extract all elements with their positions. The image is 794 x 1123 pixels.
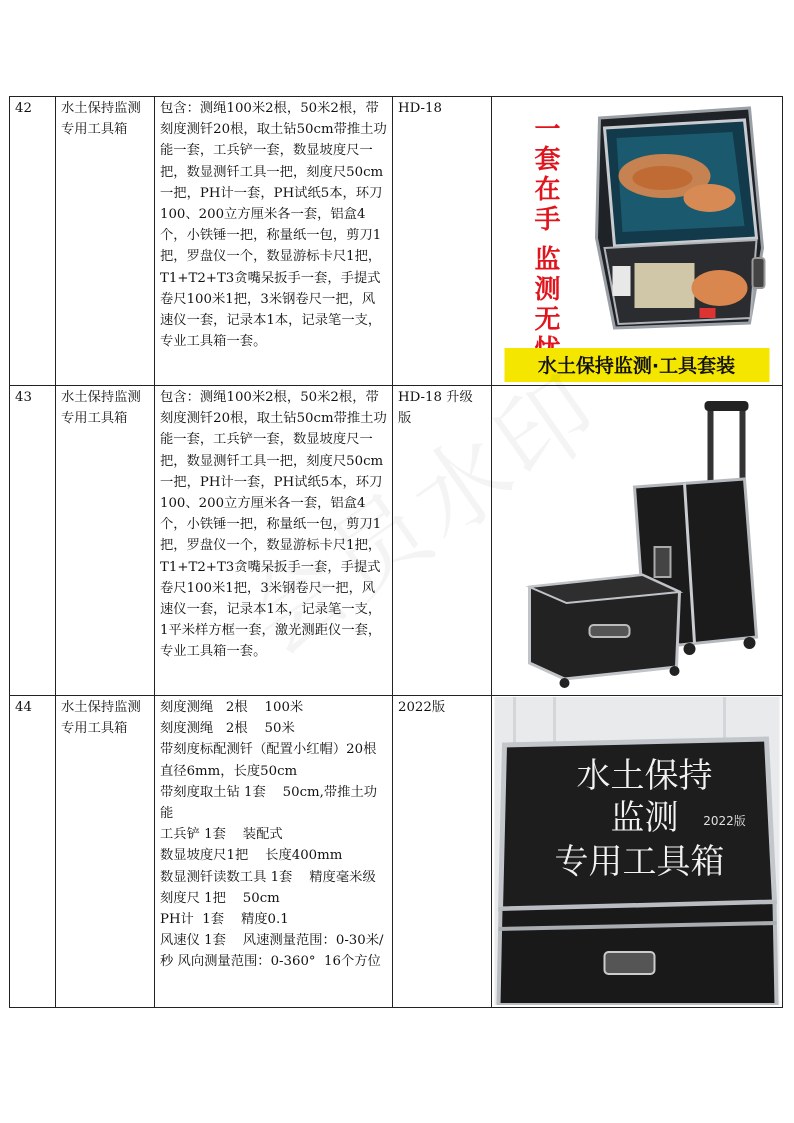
table-row [10,386,783,696]
content-line: 刻度测绳 2根 100米 [160,700,304,715]
trolley-cases-photo [494,387,780,692]
content-line: 数显坡度尺1把 长度400mm [160,848,343,864]
item-name: 水土保持监测专用工具箱 [56,696,155,1008]
content-line: 刻度尺 1把 50cm [160,890,280,906]
content-line: 风速仪 1套 风速测量范围：0-30米/秒 风向测量范围：0-360° 16个方位 [160,933,384,970]
content-line: 工兵铲 1套 装配式 [160,827,283,843]
item-number: 44 [10,696,56,1008]
item-content: 包含：测绳100米2根，50米2根，带刻度测钎20根，取土钻50cm带推土功能一套，工兵铲一套，数显坡度尺一把，数显测钎工具一把，刻度尺50cm一把，PH计一套，PH试纸5本，环刀100、200立方厘米各一套，铝盒4个，小铁锤一把，称量纸一包，剪刀1把，罗盘仪一个，数显游标卡尺1把，T1+T2+T3贪嘴呆扳手一套，手提式卷尺100米1把，3米钢卷尺一把，风速仪一套，记录本1本，记录笔一支，专业工具箱一套。 [155,97,393,386]
table-row [10,696,783,1008]
equipment-spec-table [9,96,783,1008]
item-photo-cell [492,696,783,1008]
item-model: HD-18 [393,97,492,386]
case-title-line3: 专用工具箱 [554,842,725,882]
item-name: 水土保持监测专用工具箱 [56,386,155,696]
item-number: 43 [10,386,56,696]
case-title-line1: 水土保持 [576,756,713,796]
content-line: 带刻度取土钻 1套 50cm,带推土功能 [160,784,378,822]
case-version: 2022版 [703,814,746,828]
content-line: PH计 1套 精度0.1 [160,912,289,928]
product-banner: 水土保持监测·工具套装 [537,355,736,377]
toolkit-open-case-photo [494,98,780,383]
item-model: HD-18 升级版 [393,386,492,696]
item-photo-cell [492,386,783,696]
content-line: 带刻度标配测钎（配置小红帽）20根直径6mm，长度50cm [160,742,377,779]
item-number: 42 [10,97,56,386]
content-line: 数显测钎读数工具 1套 精度毫米级 [160,869,376,885]
item-model: 2022版 [393,696,492,1008]
item-photo-cell [492,97,783,386]
case-title-line2: 监测 [610,798,679,838]
case-2022-photo [494,697,780,1005]
item-content [155,696,393,1008]
table-row [10,97,783,386]
slogan-bottom: 监测无 [534,245,561,335]
item-name: 水土保持监测专用工具箱 [56,97,155,386]
item-content: 包含：测绳100米2根，50米2根，带刻度测钎20根，取土钻50cm带推土功能一套，工兵铲一套，数显坡度尺一把，数显测钎工具一把，刻度尺50cm一把，PH计一套，PH试纸5本，环刀100、200立方厘米各一套，铝盒4个，小铁锤一把，称量纸一包，剪刀1把，罗盘仪一个，数显游标卡尺1把，T1+T2+T3贪嘴呆扳手一套，手提式卷尺100米1把，3米钢卷尺一把，风速仪一套，记录本1本，记录笔一支，1平米样方框一套，激光测距仪一套，专业工具箱一套。 [155,386,393,696]
content-line: 刻度测绳 2根 50米 [160,721,295,737]
slogan-top: 一套在手 [534,115,561,235]
